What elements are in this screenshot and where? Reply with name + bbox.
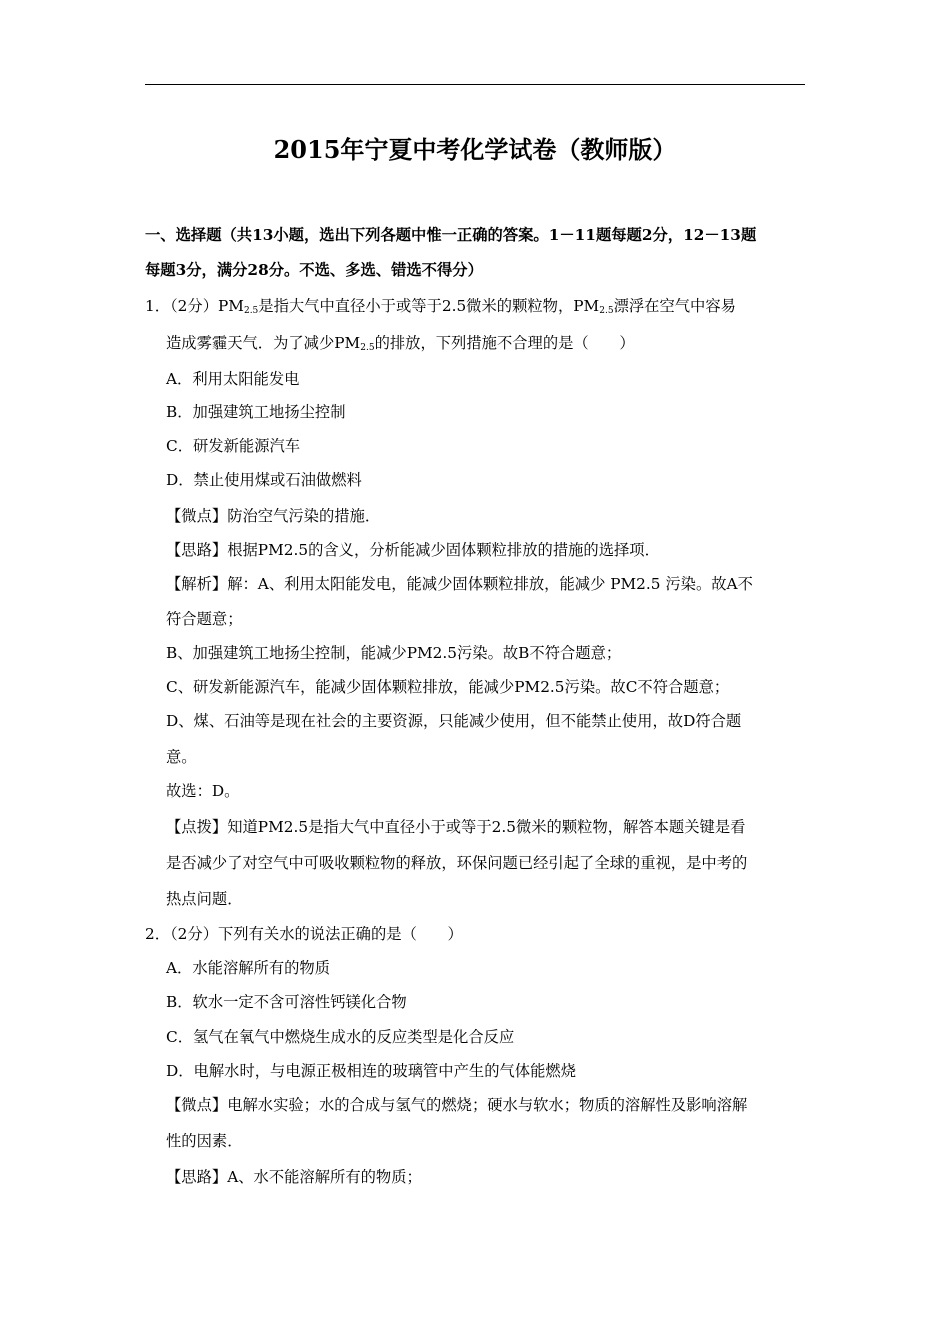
q1-dianbo-line3: 热点问题． bbox=[166, 890, 243, 908]
q1-jiexi-line6: 意。 bbox=[166, 748, 197, 766]
q1-jiexi-line2: 符合题意； bbox=[166, 610, 243, 628]
q1-weidian: 【微点】防治空气污染的措施． bbox=[166, 507, 381, 525]
q2-stem: 2．（2分）下列有关水的说法正确的是（ ） bbox=[145, 925, 463, 943]
header-rule bbox=[145, 84, 805, 85]
q1-jiexi-line1: 【解析】解：A、利用太阳能发电，能减少固体颗粒排放，能减少 PM2.5 污染。故A不 bbox=[166, 575, 753, 593]
q2-option-d: D．电解水时，与电源正极相连的玻璃管中产生的气体能燃烧 bbox=[166, 1062, 576, 1080]
q2-weidian-line1: 【微点】电解水实验；水的合成与氢气的燃烧；硬水与软水；物质的溶解性及影响溶解 bbox=[166, 1096, 748, 1114]
q1-jiexi-line3: B、加强建筑工地扬尘控制，能减少PM2.5污染。故B不符合题意； bbox=[166, 644, 622, 662]
q1-option-b: B．加强建筑工地扬尘控制 bbox=[166, 403, 346, 421]
q1-stem-line1: 1．（2分）$PM_{2.5}$是指大气中直径小于或等于2.5微米的颗粒物，$PM_{2.5}$漂浮在空气中容易 bbox=[145, 297, 736, 316]
q1-silu: 【思路】根据PM2.5的含义，分析能减少固体颗粒排放的措施的选择项． bbox=[166, 541, 660, 559]
section-header-line1: 一、选择题（共13小题，选出下列各题中惟一正确的答案。1－11题每题2分，12－13题 bbox=[145, 226, 757, 244]
q1-jiexi-line4: C、研发新能源汽车，能减少固体颗粒排放，能减少PM2.5污染。故C不符合题意； bbox=[166, 678, 730, 696]
q1-option-d: D．禁止使用煤或石油做燃料 bbox=[166, 471, 362, 489]
q1-dianbo-line2: 是否减少了对空气中可吸收颗粒物的释放，环保问题已经引起了全球的重视，是中考的 bbox=[166, 854, 748, 872]
q2-silu: 【思路】A、水不能溶解所有的物质； bbox=[166, 1168, 422, 1186]
q1-answer: 故选：D。 bbox=[166, 782, 240, 800]
q2-option-b: B．软水一定不含可溶性钙镁化合物 bbox=[166, 993, 407, 1011]
q1-stem-line2: 造成雾霾天气．为了减少$PM_{2.5}$的排放，下列措施不合理的是（ ） bbox=[166, 334, 635, 353]
q2-weidian-line2: 性的因素． bbox=[166, 1132, 243, 1150]
section-header-line2: 每题3分，满分28分。不选、多选、错选不得分） bbox=[145, 261, 483, 279]
q1-number: 1． bbox=[145, 297, 171, 315]
q2-option-a: A．水能溶解所有的物质 bbox=[166, 959, 331, 977]
q1-option-a: A．利用太阳能发电 bbox=[166, 370, 300, 388]
q2-option-c: C．氢气在氧气中燃烧生成水的反应类型是化合反应 bbox=[166, 1028, 515, 1046]
page-title: 2015年宁夏中考化学试卷（教师版） bbox=[273, 135, 677, 164]
q2-number: 2． bbox=[145, 925, 171, 943]
q1-option-c: C．研发新能源汽车 bbox=[166, 437, 301, 455]
q1-dianbo-line1: 【点拨】知道PM2.5是指大气中直径小于或等于2.5微米的颗粒物，解答本题关键是看 bbox=[166, 818, 746, 836]
q1-jiexi-line5: D、煤、石油等是现在社会的主要资源，只能减少使用，但不能禁止使用，故D符合题 bbox=[166, 712, 742, 730]
